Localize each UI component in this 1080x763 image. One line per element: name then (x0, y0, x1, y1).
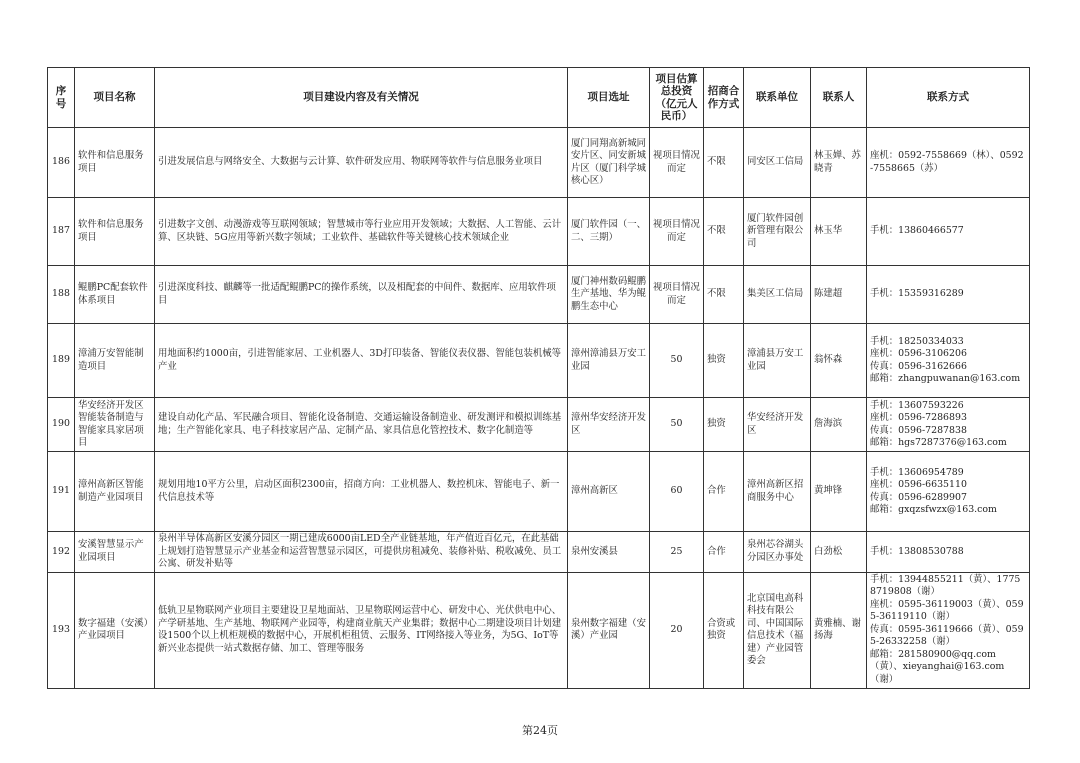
project-site: 泉州数字福建（安溪）产业园 (568, 572, 650, 688)
table-row (48, 198, 1030, 266)
contact-line: 手机：13606954789 (870, 466, 964, 478)
project-name: 漳州高新区智能制造产业园项目 (75, 452, 155, 532)
cooperation-mode: 不限 (704, 266, 744, 324)
project-name: 软件和信息服务项目 (75, 198, 155, 266)
project-content: 规划用地10平方公里，启动区面积2300亩，招商方向：工业机器人、数控机床、智能电子、新一代信息技术等 (155, 452, 568, 532)
project-invest: 视项目情况而定 (650, 198, 704, 266)
header-mode: 招商合作方式 (704, 68, 744, 128)
project-invest: 50 (650, 398, 704, 452)
contact-unit: 厦门软件园创新管理有限公司 (744, 198, 811, 266)
contact-unit: 北京国电高科科技有限公司、中国国际信息技术（福建）产业园管委会 (744, 572, 811, 688)
project-name: 软件和信息服务项目 (75, 128, 155, 198)
project-invest: 60 (650, 452, 704, 532)
contact-line: 手机：13860466577 (870, 225, 964, 237)
contact-line: 座机：0592-7558669（林）、0592-7558665（苏） (870, 150, 1024, 174)
contact-line: 手机：13944855211（黄）、17758719808（谢） (870, 573, 1021, 598)
project-name: 数字福建（安溪）产业园项目 (75, 572, 155, 688)
contact-line: 座机：0596-7286893 (870, 412, 967, 423)
contact-person: 翁怀森 (811, 324, 867, 398)
contact-line: 邮箱：gxqzsfwzx@163.com (870, 504, 997, 515)
contact-person: 林玉婵、苏晓青 (811, 128, 867, 198)
contact-info (867, 266, 1030, 324)
project-content: 引进深度科技、麒麟等一批适配鲲鹏PC的操作系统，以及相配套的中间件、数据库、应用软件项目 (155, 266, 568, 324)
header-content: 项目建设内容及有关情况 (155, 68, 568, 128)
header-invest: 项目估算总投资（亿元人民币） (650, 68, 704, 128)
project-invest: 视项目情况而定 (650, 266, 704, 324)
contact-person: 詹海滨 (811, 398, 867, 452)
project-site: 厦门同翔高新城同安片区、同安新城片区（厦门科学城核心区） (568, 128, 650, 198)
header-name: 项目名称 (75, 68, 155, 128)
contact-unit: 泉州芯谷湖头分园区办事处 (744, 532, 811, 573)
row-number: 187 (48, 198, 75, 266)
contact-person: 林玉华 (811, 198, 867, 266)
row-number: 191 (48, 452, 75, 532)
cooperation-mode: 不限 (704, 198, 744, 266)
contact-line: 邮箱：hgs7287376@163.com (870, 437, 1007, 448)
project-invest: 25 (650, 532, 704, 573)
contact-line: 座机：0595-36119003（黄）、0595-36119110（谢） (870, 598, 1024, 623)
project-name: 华安经济开发区智能装备制造与智能家具家居项目 (75, 398, 155, 452)
page-number: 第24页 (522, 724, 558, 737)
contact-line: 邮箱：281580900@qq.com（黄）、xieyanghai@163.com（谢） (870, 648, 1005, 685)
header-person: 联系人 (811, 68, 867, 128)
contact-info (867, 572, 1030, 688)
header-no: 序号 (48, 68, 75, 128)
row-number: 193 (48, 572, 75, 688)
project-content: 引进发展信息与网络安全、大数据与云计算、软件研发应用、物联网等软件与信息服务业项目 (155, 128, 568, 198)
contact-line: 传真：0596-6289907 (870, 491, 967, 503)
contact-line: 手机：13808530788 (870, 545, 964, 557)
project-name: 漳浦万安智能制造项目 (75, 324, 155, 398)
contact-unit: 漳浦县万安工业园 (744, 324, 811, 398)
project-content: 引进数字文创、动漫游戏等互联网领域；智慧城市等行业应用开发领域；大数据、人工智能、云计算、区块链、5G应用等新兴数字领域；工业软件、基础软件等关键核心技术领域企业 (155, 198, 568, 266)
contact-line: 座机：0596-3106206 (870, 348, 967, 359)
project-site: 漳州高新区 (568, 452, 650, 532)
contact-line: 传真：0595-36119666（黄）、0595-26332258（谢） (870, 623, 1024, 648)
project-name: 安溪智慧显示产业园项目 (75, 532, 155, 573)
contact-line: 手机：13607593226 (870, 399, 964, 411)
table-row (48, 532, 1030, 573)
contact-unit: 集美区工信局 (744, 266, 811, 324)
contact-info (867, 398, 1030, 452)
project-site: 漳州华安经济开发区 (568, 398, 650, 452)
contact-person: 白劲松 (811, 532, 867, 573)
project-site: 漳州漳浦县万安工业园 (568, 324, 650, 398)
header-site: 项目选址 (568, 68, 650, 128)
table-row (48, 398, 1030, 452)
project-invest: 20 (650, 572, 704, 688)
project-invest: 视项目情况而定 (650, 128, 704, 198)
cooperation-mode: 合资或独资 (704, 572, 744, 688)
project-invest: 50 (650, 324, 704, 398)
contact-unit: 华安经济开发区 (744, 398, 811, 452)
project-content: 低轨卫星物联网产业项目主要建设卫星地面站、卫星物联网运营中心、研发中心、光伏供电中心、产学研基地、生产基地、物联网产业园等，构建商业航天产业集群；数据中心二期建设项目计划建设1500个以上机柜规模的数据中心，开展机柜租赁、云服务、IT网络接入等业务，为5G、IoT等新兴业态提供一站式数据存储、加工、管理等服务 (155, 572, 568, 688)
contact-info (867, 198, 1030, 266)
project-content: 用地面积约1000亩，引进智能家居、工业机器人、3D打印装备、智能仪表仪器、智能包装机械等产业 (155, 324, 568, 398)
project-table (47, 67, 1030, 689)
project-site: 泉州安溪县 (568, 532, 650, 573)
row-number: 188 (48, 266, 75, 324)
contact-line: 座机：0596-6635110 (870, 479, 967, 490)
project-content: 泉州半导体高新区安溪分园区一期已建成6000亩LED全产业链基地，年产值近百亿元，在此基础上规划打造智慧显示产业基金和运营智慧显示园区，可提供房租减免、装修补贴、税收减免、员工公寓、研发补贴等 (155, 532, 568, 573)
row-number: 189 (48, 324, 75, 398)
cooperation-mode: 不限 (704, 128, 744, 198)
table-row (48, 452, 1030, 532)
row-number: 186 (48, 128, 75, 198)
contact-unit: 同安区工信局 (744, 128, 811, 198)
project-content: 建设自动化产品、军民融合项目、智能化设备制造、交通运输设备制造业、研发测评和模拟训练基地；生产智能化家具、电子科技家居产品、定制产品、家具信息化管控技术、数字化制造等 (155, 398, 568, 452)
project-name: 鲲鹏PC配套软件体系项目 (75, 266, 155, 324)
project-site: 厦门软件园（一、二、三期） (568, 198, 650, 266)
header-contact: 联系方式 (867, 68, 1030, 128)
table-row (48, 572, 1030, 688)
project-site: 厦门神州数码鲲鹏生产基地、华为鲲鹏生态中心 (568, 266, 650, 324)
contact-info (867, 128, 1030, 198)
contact-line: 手机：18250334033 (870, 335, 964, 347)
table-row (48, 128, 1030, 198)
row-number: 192 (48, 532, 75, 573)
contact-line: 手机：15359316289 (870, 288, 964, 300)
cooperation-mode: 合作 (704, 452, 744, 532)
cooperation-mode: 独资 (704, 398, 744, 452)
contact-person: 陈建超 (811, 266, 867, 324)
contact-unit: 漳州高新区招商服务中心 (744, 452, 811, 532)
header-row (48, 68, 1030, 128)
contact-info (867, 452, 1030, 532)
contact-line: 传真：0596-3162666 (870, 360, 967, 372)
contact-info (867, 532, 1030, 573)
cooperation-mode: 合作 (704, 532, 744, 573)
contact-line: 邮箱：zhangpuwanan@163.com (870, 373, 1021, 384)
table-row (48, 324, 1030, 398)
table-row (48, 266, 1030, 324)
row-number: 190 (48, 398, 75, 452)
contact-line: 传真：0596-7287838 (870, 424, 967, 436)
cooperation-mode: 独资 (704, 324, 744, 398)
contact-info (867, 324, 1030, 398)
header-unit: 联系单位 (744, 68, 811, 128)
contact-person: 黄雅楠、谢扬海 (811, 572, 867, 688)
contact-person: 黄坤锋 (811, 452, 867, 532)
